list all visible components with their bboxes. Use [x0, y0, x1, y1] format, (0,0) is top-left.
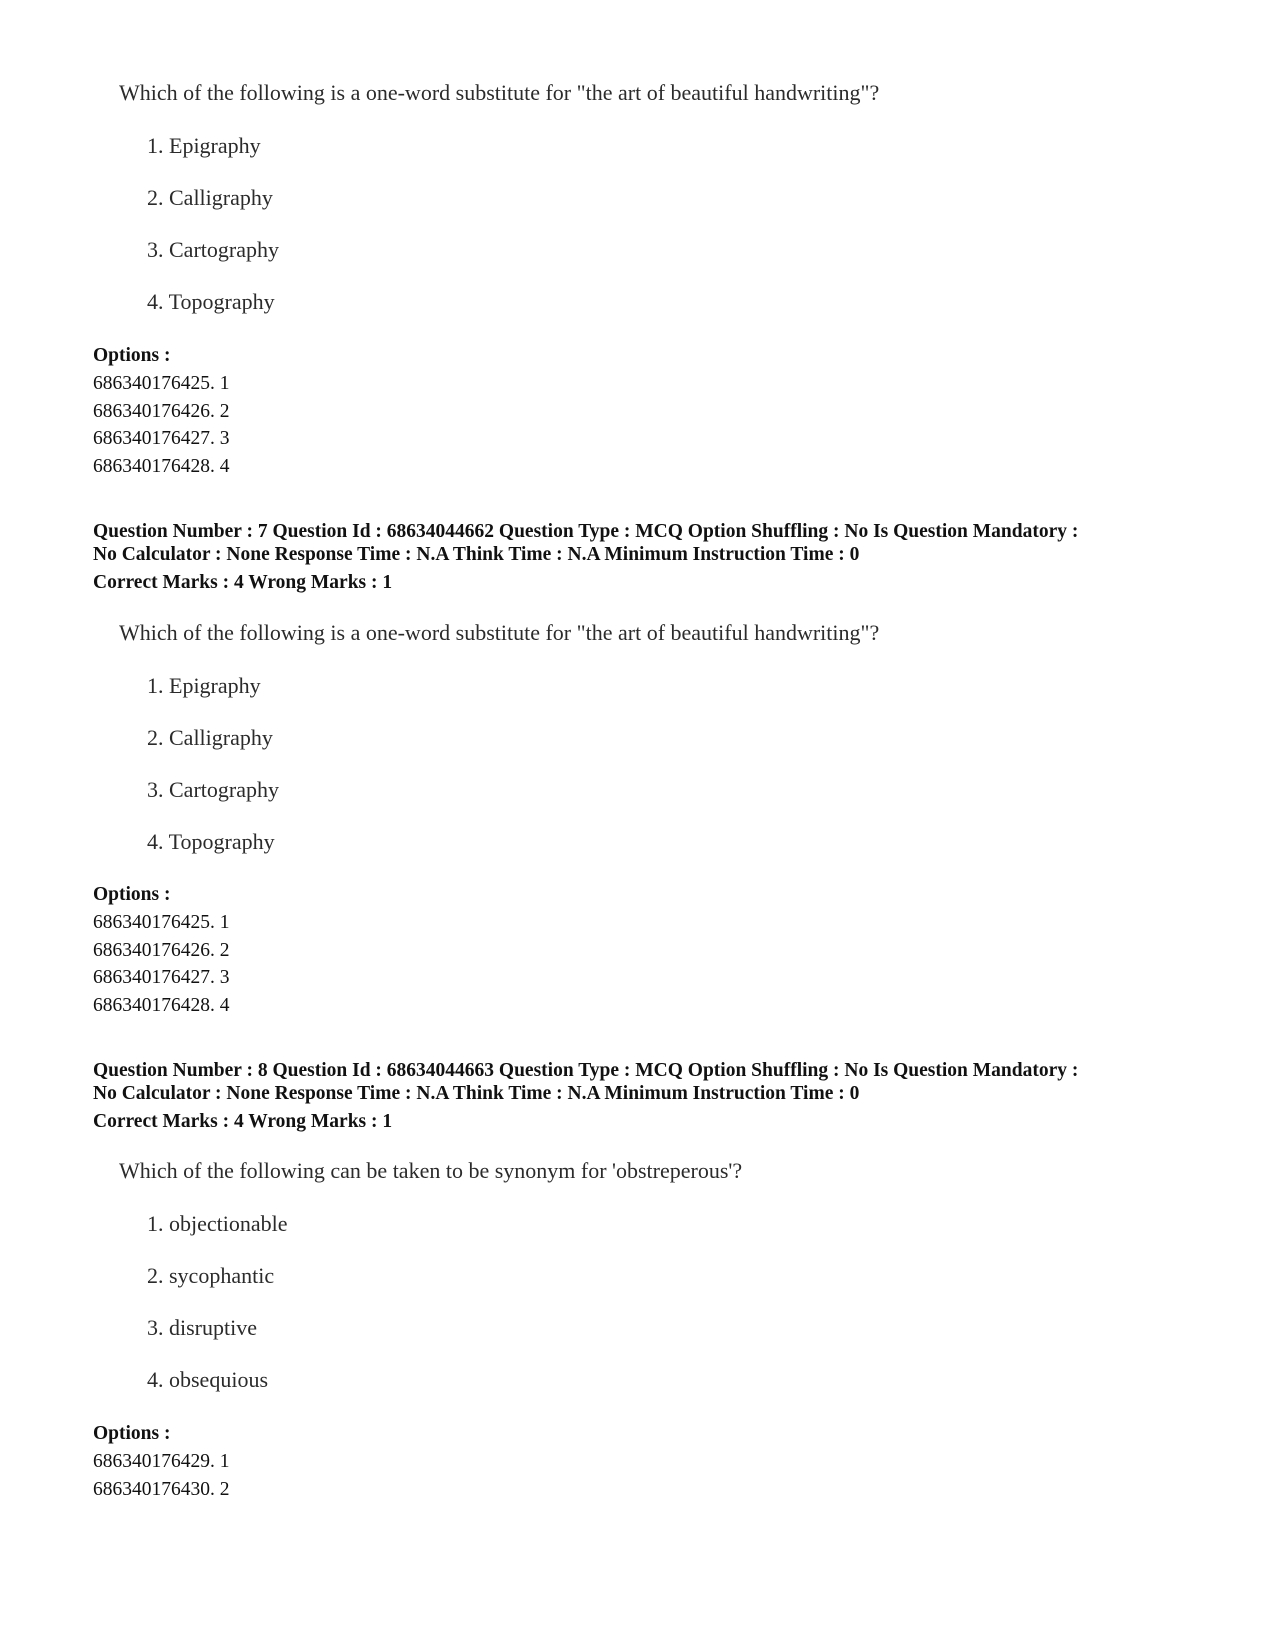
option-id-1: 686340176425. 1: [93, 373, 230, 394]
question-text: Which of the following is a one-word substitute for "the art of beautiful handwriting"?: [119, 80, 880, 105]
option-id-2: 686340176426. 2: [93, 401, 230, 422]
options-title: Options :: [93, 1423, 171, 1444]
question-header-line-1: Question Number : 8 Question Id : 68634044663 Question Type : MCQ Option Shuffling : No Is Question Mandatory :: [93, 1060, 1079, 1081]
choice-2: 2. Calligraphy: [147, 185, 273, 210]
question-header-line-2: No Calculator : None Response Time : N.A Think Time : N.A Minimum Instruction Time : 0: [93, 544, 860, 565]
option-id-3: 686340176427. 3: [93, 428, 230, 449]
choice-1: 1. Epigraphy: [147, 673, 261, 698]
question-header-line-1: Question Number : 7 Question Id : 68634044662 Question Type : MCQ Option Shuffling : No Is Question Mandatory :: [93, 521, 1079, 542]
choice-1: 1. Epigraphy: [147, 133, 261, 158]
choice-4: 4. obsequious: [147, 1367, 268, 1392]
choice-2: 2. sycophantic: [147, 1263, 275, 1288]
choice-3: 3. Cartography: [147, 237, 279, 262]
choice-3: 3. Cartography: [147, 777, 279, 802]
choice-2: 2. Calligraphy: [147, 725, 273, 750]
choice-4: 4. Topography: [147, 829, 275, 854]
marks-line: Correct Marks : 4 Wrong Marks : 1: [93, 572, 393, 593]
question-text: Which of the following can be taken to be synonym for 'obstreperous'?: [119, 1158, 743, 1183]
option-id-2: 686340176426. 2: [93, 940, 230, 961]
option-id-1: 686340176429. 1: [93, 1451, 230, 1472]
option-id-3: 686340176427. 3: [93, 967, 230, 988]
choice-1: 1. objectionable: [147, 1211, 288, 1236]
choice-3: 3. disruptive: [147, 1315, 257, 1340]
marks-line: Correct Marks : 4 Wrong Marks : 1: [93, 1111, 393, 1132]
option-id-2: 686340176430. 2: [93, 1479, 230, 1500]
option-id-1: 686340176425. 1: [93, 912, 230, 933]
question-text: Which of the following is a one-word substitute for "the art of beautiful handwriting"?: [119, 620, 880, 645]
options-title: Options :: [93, 345, 171, 366]
options-title: Options :: [93, 884, 171, 905]
choice-4: 4. Topography: [147, 289, 275, 314]
option-id-4: 686340176428. 4: [93, 456, 230, 477]
option-id-4: 686340176428. 4: [93, 995, 230, 1016]
question-header-line-2: No Calculator : None Response Time : N.A Think Time : N.A Minimum Instruction Time : 0: [93, 1083, 860, 1104]
